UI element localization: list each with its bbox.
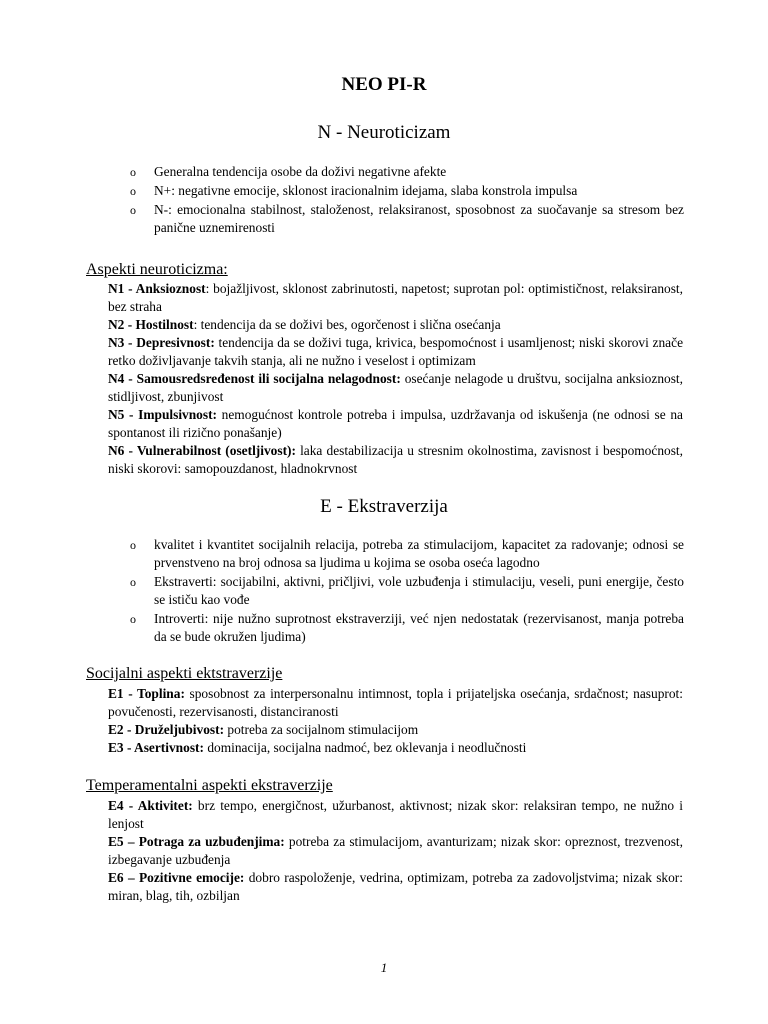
bullet-text: Introverti: nije nužno suprotnost ekstraverziji, već njen nedostatak (rezervisanost, manja potreba da se bude okružen ljudima) (154, 611, 684, 644)
aspect-item (108, 869, 683, 905)
section-heading-ekstraverzija: E - Ekstraverzija (320, 496, 448, 517)
aspect-label: E6 – Pozitivne emocije: (108, 870, 245, 885)
aspect-item (108, 739, 683, 757)
bullet-marker: o (130, 184, 136, 198)
temperamental-aspects-list (108, 797, 683, 905)
bullet-marker: o (130, 203, 136, 217)
bullet-marker: o (130, 575, 136, 589)
aspect-label: E1 - Toplina: (108, 686, 185, 701)
aspect-item (108, 797, 683, 833)
page-number: 1 (380, 960, 388, 975)
aspect-label: N1 - Anksioznost (108, 281, 206, 296)
aspects-heading: Aspekti neuroticizma: (86, 261, 228, 278)
aspect-item (108, 721, 683, 739)
aspect-text: tendencija da se doživi tuga, krivica, bespomoćnost i usamljenost; niski skorovi znače retko doživljavanje takvih stanja, ali ne nužno i veselost i optimizam (108, 335, 684, 368)
bullet-text: N-: emocionalna stabilnost, staloženost, relaksiranost, sposobnost za suočavanje sa stresom bez panične uznemirenosti (154, 202, 684, 235)
bullet-text: Generalna tendencija osobe da doživi negativne afekte (154, 164, 447, 179)
aspect-label: N6 - Vulnerabilnost (osetljivost): (108, 443, 296, 458)
bullet-item (130, 610, 684, 646)
bullet-item (130, 182, 684, 200)
aspect-text: sposobnost za interpersonalnu intimnost, topla i prijateljska osećanja, srdačnost; nasuprot: povučenosti, rezervisanosti, distanciranosti (108, 686, 683, 719)
bullet-item (130, 163, 684, 181)
neuroticizam-bullet-list (0, 163, 768, 238)
aspect-label: E4 - Aktivitet: (108, 798, 193, 813)
aspect-item (108, 685, 683, 721)
aspect-text: bojažljivost, sklonost zabrinutosti, napetost; suprotan pol: optimističnost, relaksiranost, bez straha (108, 281, 683, 314)
aspect-label: E2 - Druželjubivost: (108, 722, 225, 737)
aspect-label: N3 - Depresivnost: (108, 335, 215, 350)
aspect-label: E5 – Potraga za uzbuđenjima: (108, 834, 285, 849)
aspect-text: brz tempo, energičnost, užurbanost, aktivnost; nizak skor: relaksiran tempo, ne nužno i lenjost (108, 798, 683, 831)
aspect-text: potreba za socijalnom stimulacijom (227, 722, 419, 737)
aspect-label: N4 - Samousredsređenost ili socijalna nelagodnost: (108, 371, 401, 386)
aspect-label: N2 - Hostilnost (108, 317, 194, 332)
bullet-marker: o (130, 165, 136, 179)
aspect-text: nemogućnost kontrole potreba i impulsa, uzdržavanja od iskušenja (ne odnosi se na spontanost ili rizično ponašanje) (108, 407, 683, 440)
social-aspects-list (108, 685, 683, 757)
bullet-marker: o (130, 612, 136, 626)
aspect-item (108, 370, 683, 406)
temperamental-aspects-heading: Temperamentalni aspekti ekstraverzije (86, 777, 333, 794)
bullet-text: kvalitet i kvantitet socijalnih relacija, potreba za stimulacijom, kapacitet za radovanje; odnosi se prvenstveno na broj odnosa sa ljudima u kojima se osoba oseća lagodno (154, 537, 684, 570)
aspect-item (108, 833, 683, 869)
aspect-text: potreba za stimulacijom, avanturizam; nizak skor: opreznost, trezvenost, izbegavanje uzbuđenja (108, 834, 684, 867)
section-heading-neuroticizam: N - Neuroticizam (317, 122, 451, 143)
bullet-text: N+: negativne emocije, sklonost iracionalnim idejama, slaba konstrola impulsa (154, 183, 578, 198)
social-aspects-heading: Socijalni aspekti ektstraverzije (86, 665, 283, 682)
bullet-item (130, 573, 684, 609)
aspect-text: osećanje nelagode u društvu, socijalna anksioznost, stidljivost, zbunjivost (108, 371, 683, 404)
neuroticizam-aspects-list (108, 280, 683, 478)
ekstraverzija-bullet-list (0, 536, 768, 647)
aspect-text: tendencija da se doživi bes, ogorčenost i slična osećanja (200, 317, 501, 332)
aspect-item (108, 442, 683, 478)
aspect-item (108, 406, 683, 442)
bullet-text: Ekstraverti: socijabilni, aktivni, pričljivi, vole uzbuđenja i stimulaciju, veseli, puni energije, često se ističu kao vođe (154, 574, 684, 607)
bullet-marker: o (130, 538, 136, 552)
aspect-text: dominacija, socijalna nadmoć, bez oklevanja i neodlučnosti (207, 740, 527, 755)
aspect-label: N5 - Impulsivnost: (108, 407, 218, 422)
bullet-item (130, 201, 684, 237)
aspect-label: E3 - Asertivnost: (108, 740, 204, 755)
aspect-text: laka destabilizacija u stresnim okolnostima, zavisnost i bespomoćnost, niski skorovi: samopouzdanost, hladnokrvnost (108, 443, 683, 476)
aspect-text: dobro raspoloženje, vedrina, optimizam, potreba za zadovoljstvima; nizak skor: miran, blag, tih, ozbiljan (108, 870, 683, 903)
bullet-item (130, 536, 684, 572)
aspect-item: N2 - Hostilnost: tendencija da se doživi bes, ogorčenost i slična osećanja (108, 317, 501, 332)
document-title: NEO PI-R (341, 74, 427, 95)
aspect-item: N1 - Anksioznost: bojažljivost, sklonost zabrinutosti, napetost; suprotan pol: optimističnost, relaksiranost, bez straha (108, 281, 683, 314)
aspect-item (108, 334, 683, 370)
